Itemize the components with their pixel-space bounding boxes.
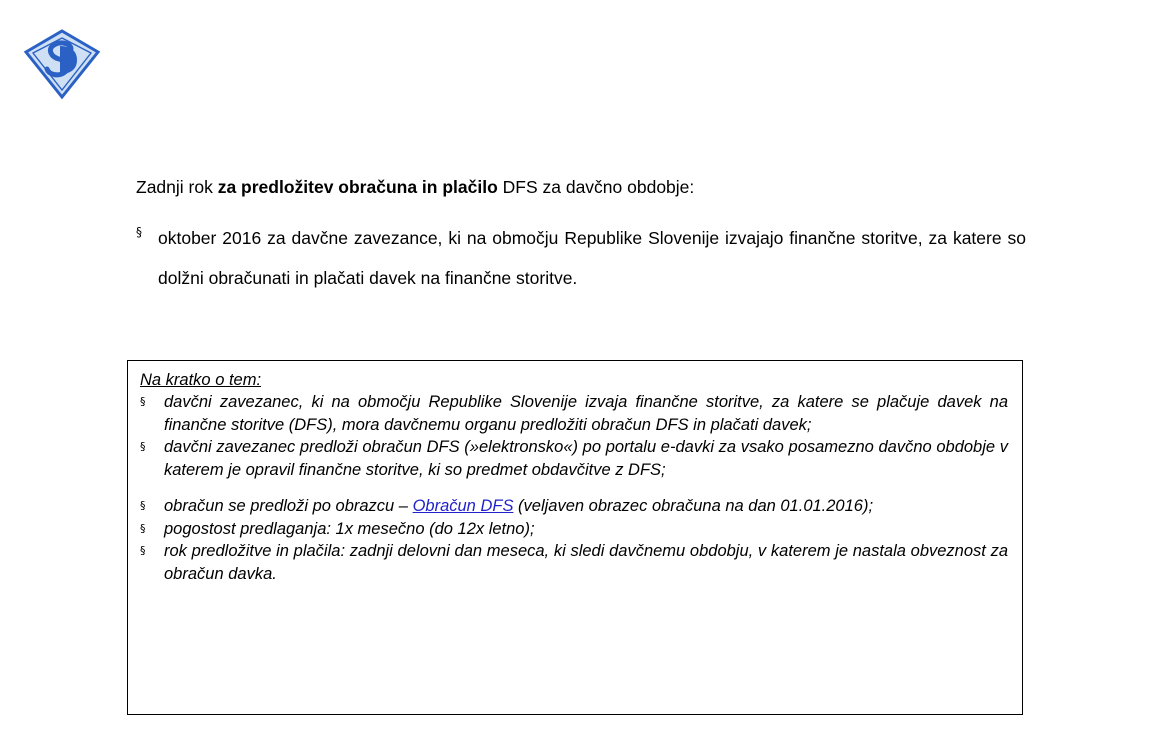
bullet-marker-icon: § — [140, 544, 146, 557]
list-item-with-link — [140, 495, 1008, 518]
bullet-marker-icon: § — [136, 225, 142, 239]
summary-box-title-row — [140, 370, 1008, 391]
summary-item-text: rok predložitve in plačila: zadnji delovni dan meseca, ki sledi davčnemu obdobju, v katerem je nastala obveznost za obračun davka. — [164, 542, 1008, 583]
list-item — [140, 391, 1008, 436]
top-bullet-text: oktober 2016 za davčne zavezance, ki na območju Republike Slovenije izvajajo finančne storitve, za katere so dolžni obračunati in plačati davek na finančne storitve. — [158, 228, 1026, 288]
top-bullet-list — [136, 218, 1026, 298]
list-item — [136, 218, 1026, 298]
heading-bold: za predložitev obračuna in plačilo — [217, 177, 498, 197]
page-title — [136, 175, 1026, 199]
bullet-marker-icon: § — [140, 440, 146, 453]
summary-list-top — [140, 391, 1008, 481]
list-item — [140, 540, 1008, 585]
bullet-marker-icon: § — [140, 499, 146, 512]
link-item-before: obračun se predloži po obrazcu – — [164, 497, 413, 515]
link-item-after: (veljaven obrazec obračuna na dan 01.01.2016); — [513, 497, 874, 515]
summary-item-link-text — [164, 495, 1008, 518]
list-item — [140, 436, 1008, 481]
summary-item-text: pogostost predlaganja: 1x mesečno (do 12x letno); — [164, 519, 535, 538]
summary-list-bottom — [140, 495, 1008, 585]
obracun-dfs-link[interactable]: Obračun DFS — [412, 497, 514, 515]
heading-prefix: Zadnji rok — [136, 177, 218, 197]
sd-logo — [22, 28, 102, 100]
summary-item-text: davčni zavezanec predloži obračun DFS (»elektronsko«) po portalu e-davki za vsako posamezno davčno obdobje v katerem je opravil finančne storitve, ki so predmet obdavčitve z DFS; — [164, 438, 1008, 479]
summary-box-title: Na kratko o tem: — [140, 371, 262, 389]
bullet-marker-icon: § — [140, 395, 146, 408]
summary-box — [127, 360, 1023, 715]
heading-suffix: DFS za davčno obdobje: — [497, 177, 695, 197]
summary-item-text: davčni zavezanec, ki na območju Republike Slovenije izvaja finančne storitve, za katere se plačuje davek na finančne storitve (DFS), mora davčnemu organu predložiti obračun DFS in plačati davek; — [164, 393, 1008, 434]
list-spacer — [140, 481, 1008, 495]
list-item — [140, 518, 1008, 541]
bullet-marker-icon: § — [140, 521, 146, 535]
